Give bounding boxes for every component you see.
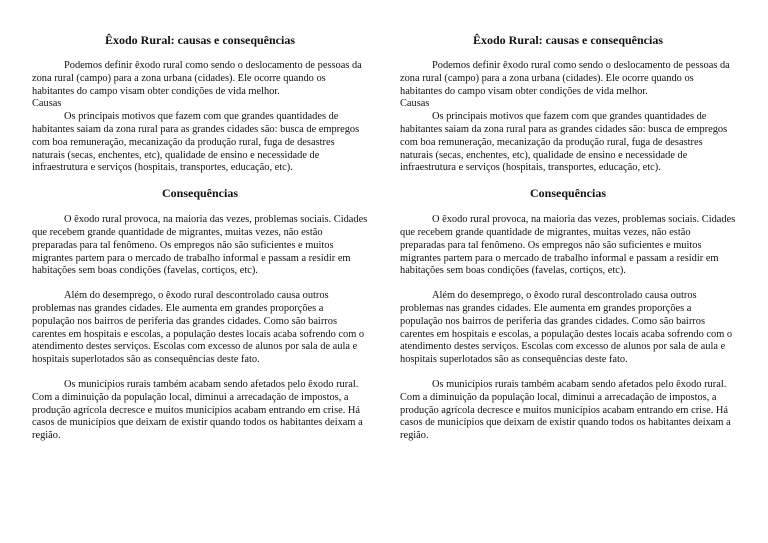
consequences-heading: Consequências — [161, 186, 238, 201]
consequences-paragraph-3: Os municípios rurais também acabam sendo afetados pelo êxodo rural. Com a diminuição da população local, diminui a arrecadação de impostos, a produção agrícola decresce e muitos municípios acabam entrando em crise. Há casos de municípios que deixam de existir quando todos os habitantes deixam a região. — [32, 378, 363, 442]
consequences-paragraph-1: O êxodo rural provoca, na maioria das vezes, problemas sociais. Cidades que recebem grande quantidade de migrantes, muitas vezes, não estão preparadas para tal fenômeno. Os empregos não são suficientes e muitos migrantes partem para o mercado de trabalho informal e passam a residir em habitações sem boas condições (favelas, cortiços, etc). — [32, 214, 368, 277]
causes-paragraph: Os principais motivos que fazem com que grandes quantidades de habitantes saiam da zona rural para as grandes cidades são: busca de empregos com boa remuneração, mecanização da produção rural, fuga de desastres naturais (secas, enchentes, etc), qualidade de ensino e necessidade de infraestrutura e serviços (hospitais, transportes, educação, etc). — [32, 111, 360, 174]
causes-paragraph: Os principais motivos que fazem com que grandes quantidades de habitantes saiam da zona rural para as grandes cidades são: busca de empregos com boa remuneração, mecanização da produção rural, fuga de desastres naturais (secas, enchentes, etc), qualidade de ensino e necessidade de infraestrutura e serviços (hospitais, transportes, educação, etc). — [400, 111, 728, 174]
intro-paragraph: Podemos definir êxodo rural como sendo o deslocamento de pessoas da zona rural (campo) para a zona urbana (cidades). Ele ocorre quando os habitantes do campo visam obter condições de vida melhor. — [32, 60, 362, 97]
document-title: Êxodo Rural: causas e consequências — [472, 33, 663, 47]
document-column-right — [400, 33, 736, 443]
causes-label: Causas — [32, 98, 62, 110]
document-title: Êxodo Rural: causas e consequências — [104, 33, 295, 47]
consequences-paragraph-1: O êxodo rural provoca, na maioria das vezes, problemas sociais. Cidades que recebem grande quantidade de migrantes, muitas vezes, não estão preparadas para tal fenômeno. Os empregos não são suficientes e muitos migrantes partem para o mercado de trabalho informal e passam a residir em habitações sem boas condições (favelas, cortiços, etc). — [400, 214, 736, 277]
document-column-left — [32, 33, 368, 443]
consequences-heading: Consequências — [529, 186, 606, 201]
intro-paragraph: Podemos definir êxodo rural como sendo o deslocamento de pessoas da zona rural (campo) para a zona urbana (cidades). Ele ocorre quando os habitantes do campo visam obter condições de vida melhor. — [400, 60, 730, 97]
causes-label: Causas — [400, 98, 430, 110]
consequences-paragraph-3: Os municípios rurais também acabam sendo afetados pelo êxodo rural. Com a diminuição da população local, diminui a arrecadação de impostos, a produção agrícola decresce e muitos municípios acabam entrando em crise. Há casos de municípios que deixam de existir quando todos os habitantes deixam a região. — [400, 378, 731, 442]
consequences-paragraph-2: Além do desemprego, o êxodo rural descontrolado causa outros problemas nas grandes cidades. Ele aumenta em grandes proporções a população nos bairros de periferia das grandes cidades. Como são bairros carentes em hospitais e escolas, a população destes locais acaba sofrendo com o atendimento destes serviços. Escolas com excesso de alunos por sala de aula e hospitais superlotados são as consequências deste fato. — [400, 290, 733, 366]
consequences-paragraph-2: Além do desemprego, o êxodo rural descontrolado causa outros problemas nas grandes cidades. Ele aumenta em grandes proporções a população nos bairros de periferia das grandes cidades. Como são bairros carentes em hospitais e escolas, a população destes locais acaba sofrendo com o atendimento destes serviços. Escolas com excesso de alunos por sala de aula e hospitais superlotados são as consequências deste fato. — [32, 290, 365, 366]
